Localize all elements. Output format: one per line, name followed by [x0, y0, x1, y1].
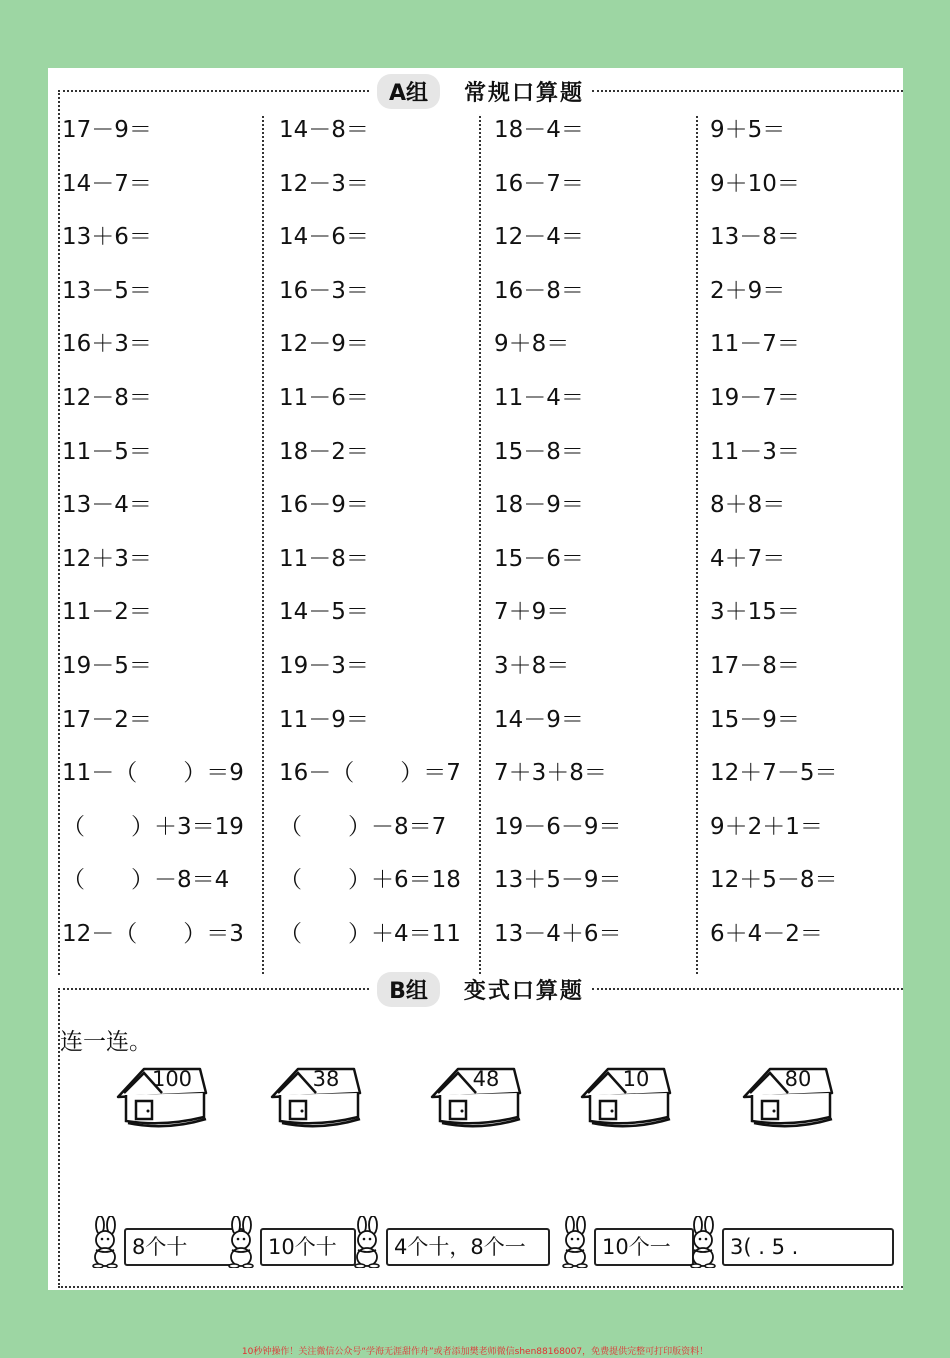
math-problem: 14－5＝ [279, 599, 369, 626]
section-b-group-label: B组 [377, 972, 440, 1007]
math-problem: 12－（ ）＝3 [62, 921, 244, 947]
bunny-icon [682, 1216, 726, 1268]
worksheet-page [48, 68, 903, 1290]
math-problem: 15－8＝ [494, 438, 584, 465]
math-problem: 15－9＝ [710, 706, 800, 733]
math-problem: 11－4＝ [494, 385, 584, 411]
math-problem: 13－5＝ [62, 277, 152, 304]
math-problem: 16－8＝ [494, 277, 584, 304]
math-problem: 12－9＝ [279, 331, 369, 358]
math-problem: 3＋15＝ [710, 599, 800, 626]
math-problem: 11－7＝ [710, 331, 800, 358]
bottom-dotted-line [58, 1286, 903, 1288]
math-problem: 16－（ ）＝7 [279, 760, 461, 787]
bunny-icon [220, 1216, 264, 1268]
math-problem: 19－6－9＝ [494, 813, 622, 840]
math-problem: 16－7＝ [494, 170, 584, 197]
house-number: 100 [151, 1067, 193, 1091]
house-number: 10 [622, 1067, 650, 1091]
column-separator [262, 116, 264, 974]
house [114, 1063, 210, 1129]
math-problem: （ ）－8＝7 [279, 813, 447, 840]
math-problem: 14－8＝ [279, 117, 369, 143]
math-problem: （ ）＋3＝19 [62, 813, 244, 840]
bunny-icon [554, 1216, 598, 1268]
math-problem: 12＋5－8＝ [710, 867, 838, 894]
card-label: 10个一 [594, 1228, 694, 1266]
math-problem: 14－9＝ [494, 706, 584, 733]
math-problem: 11－9＝ [279, 706, 369, 733]
math-problem: 12＋3＝ [62, 545, 152, 572]
card-label: 8个十 [124, 1228, 244, 1266]
math-problem: 13－4＝ [62, 492, 152, 519]
math-problem: 12－4＝ [494, 224, 584, 251]
math-problem: 9＋8＝ [494, 331, 570, 358]
house [578, 1063, 674, 1129]
instruction-text: 连一连。 [60, 1029, 152, 1055]
math-problem: 7＋9＝ [494, 599, 570, 626]
math-problem: 4＋7＝ [710, 545, 786, 572]
math-problem: 18－2＝ [279, 438, 369, 465]
bunny-icon [84, 1216, 128, 1268]
number-card [220, 1216, 354, 1266]
math-problem: 11－5＝ [62, 438, 152, 465]
number-card [346, 1216, 548, 1266]
math-problem: 13－8＝ [710, 224, 800, 251]
column-separator [696, 116, 698, 974]
math-problem: 13＋5－9＝ [494, 867, 622, 894]
math-problem: 19－7＝ [710, 385, 800, 411]
math-problem: 16－9＝ [279, 492, 369, 519]
card-label: 4个十，8个一 [386, 1228, 550, 1266]
math-problem: 6＋4－2＝ [710, 921, 823, 947]
math-problem: （ ）＋4＝11 [279, 921, 461, 947]
section-a-title: 常规口算题 [464, 80, 585, 106]
math-problem: 11－6＝ [279, 385, 369, 411]
math-problem: 14－7＝ [62, 170, 152, 197]
house-number: 48 [472, 1067, 500, 1091]
math-problem: 11－3＝ [710, 438, 800, 465]
math-problem: 7＋3＋8＝ [494, 760, 607, 787]
math-problem: 11－8＝ [279, 545, 369, 572]
math-problem: 16－3＝ [279, 277, 369, 304]
card-label: 3( . 5 . [722, 1228, 894, 1266]
math-problem: 18－9＝ [494, 492, 584, 519]
section-b-title: 变式口算题 [463, 978, 584, 1004]
math-problem: 13＋6＝ [62, 224, 152, 251]
column-separator [479, 116, 481, 974]
house-number: 80 [784, 1067, 812, 1091]
math-problem: 13－4＋6＝ [494, 921, 622, 947]
math-problem: 12－3＝ [279, 170, 369, 197]
number-card [554, 1216, 692, 1266]
house [740, 1063, 836, 1129]
math-problem: 15－6＝ [494, 545, 584, 572]
math-problem: 3＋8＝ [494, 653, 570, 679]
bunny-icon [346, 1216, 390, 1268]
math-problem: 9＋10＝ [710, 170, 800, 197]
math-problem: 9＋5＝ [710, 117, 786, 143]
math-problem: 17－9＝ [62, 117, 152, 143]
math-problem: 19－3＝ [279, 653, 369, 679]
math-problem: 11－（ ）＝9 [62, 760, 244, 787]
number-card [682, 1216, 892, 1266]
section-a-group-label: A组 [377, 74, 440, 109]
footer-note: 10秒钟操作！关注微信公众号“学海无涯甜作舟”或者添加樊老师微信shen88168007，免费提供完整可打印版资料！ [241, 1347, 709, 1357]
house-number: 38 [312, 1067, 340, 1091]
math-problem: 18－4＝ [494, 117, 584, 143]
card-label: 10个十 [260, 1228, 356, 1266]
math-problem: 17－2＝ [62, 706, 152, 733]
math-problem: 8＋8＝ [710, 492, 786, 519]
math-problem: 12＋7－5＝ [710, 760, 838, 787]
math-problem: （ ）－8＝4 [62, 867, 230, 894]
house [428, 1063, 524, 1129]
number-card [84, 1216, 242, 1266]
math-problem: 17－8＝ [710, 653, 800, 679]
math-problem: 16＋3＝ [62, 331, 152, 358]
math-problem: 9＋2＋1＝ [710, 813, 823, 840]
math-problem: 11－2＝ [62, 599, 152, 626]
house [268, 1063, 364, 1129]
math-problem: 12－8＝ [62, 385, 152, 411]
math-problem: 19－5＝ [62, 653, 152, 679]
math-problem: 14－6＝ [279, 224, 369, 251]
math-problem: 2＋9＝ [710, 277, 786, 304]
math-problem: （ ）＋6＝18 [279, 867, 461, 894]
